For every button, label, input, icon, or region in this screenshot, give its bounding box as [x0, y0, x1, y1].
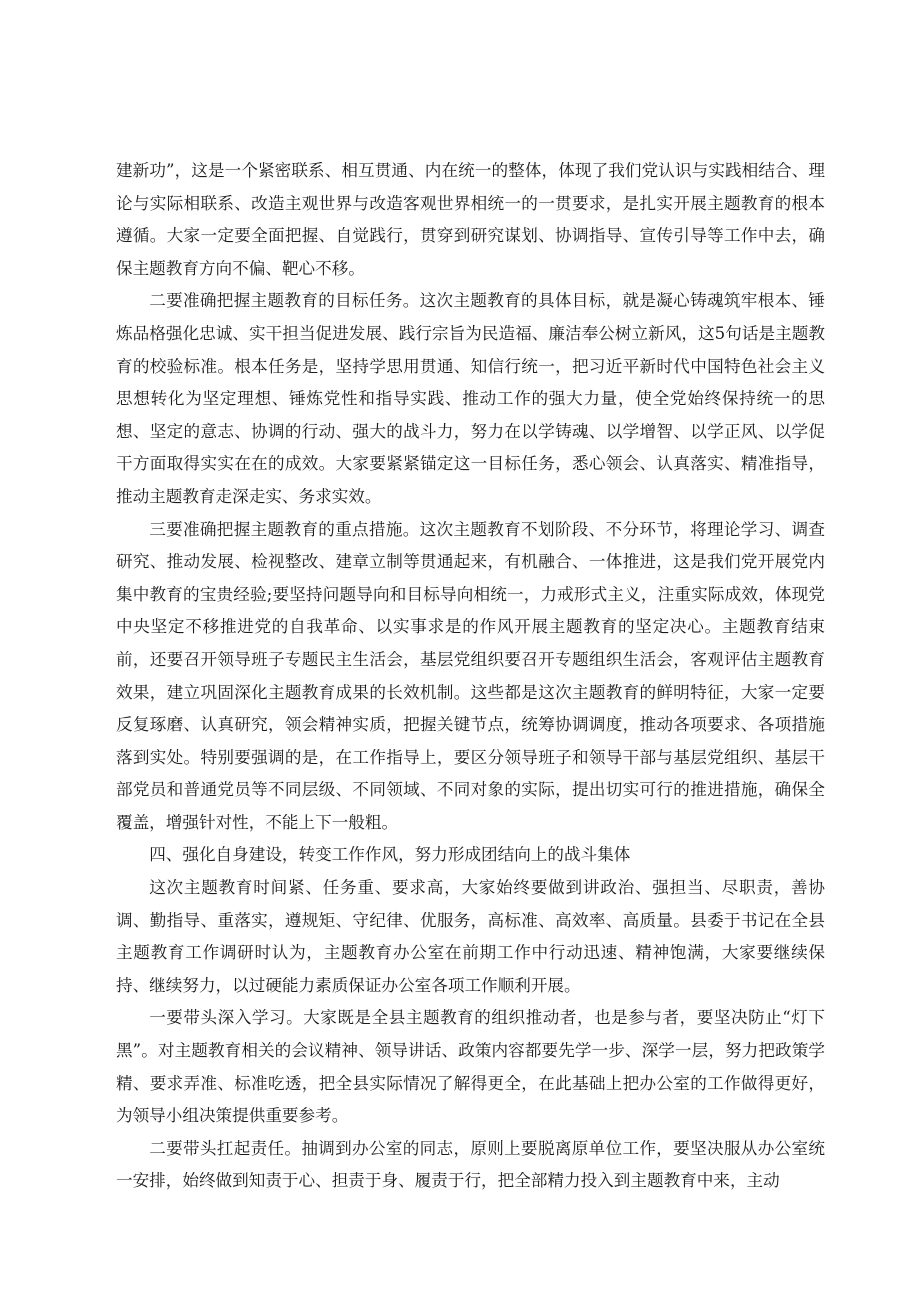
paragraph-5: 这次主题教育时间紧、任务重、要求高，大家始终要做到讲政治、强担当、尽职责，善协调、勤指导、重落实，遵规矩、守纪律、优服务，高标准、高效率、高质量。县委于书记在全县主题教育工作调研时认为，主题教育办公室在前期工作中行动迅速、精神饱满，大家要继续保持、继续努力，以过硬能力素质保证办公室各项工作顺利开展。 — [116, 878, 825, 995]
section-heading-4: 四、强化自身建设，转变工作作风，努力形成团结向上的战斗集体 — [149, 845, 631, 865]
document-body — [116, 155, 825, 1198]
paragraph-6: 一要带头深入学习。大家既是全县主题教育的组织推动者，也是参与者，要坚决防止“灯下黑”。对主题教育相关的会议精神、领导讲话、政策内容都要先学一步、深学一层，努力把政策学精、要求弄准、标准吃透，把全县实际情况了解得更全，在此基础上把办公室的工作做得更好，为领导小组决策提供重要参考。 — [116, 1008, 825, 1126]
paragraph-1: 建新功”，这是一个紧密联系、相互贯通、内在统一的整体，体现了我们党认识与实践相结合、理论与实际相联系、改造主观世界与改造客观世界相统一的一贯要求，是扎实开展主题教育的根本遵循。大家一定要全面把握、自觉践行，贯穿到研究谋划、协调指导、宣传引导等工作中去，确保主题教育方向不偏、靶心不移。 — [116, 161, 825, 278]
paragraph-3: 三要准确把握主题教育的重点措施。这次主题教育不划阶段、不分环节，将理论学习、调查研究、推动发展、检视整改、建章立制等贯通起来，有机融合、一体推进，这是我们党开展党内集中教育的宝贵经验;要坚持问题导向和目标导向相统一，力戒形式主义，注重实际成效，体现党中央坚定不移推进党的自我革命、以实事求是的作风开展主题教育的坚定决心。主题教育结束前，还要召开领导班子专题民主生活会，基层党组织要召开专题组织生活会，客观评估主题教育效果，建立巩固深化主题教育成果的长效机制。这些都是这次主题教育的鲜明特征，大家一定要反复琢磨、认真研究，领会精神实质，把握关键节点，统筹协调调度，推动各项要求、各项措施落到实处。特别要强调的是，在工作指导上，要区分领导班子和领导干部与基层党组织、基层干部党员和普通党员等不同层级、不同领域、不同对象的实际，提出切实可行的推进措施，确保全覆盖，增强针对性，不能上下一般粗。 — [116, 519, 825, 832]
paragraph-7: 二要带头扛起责任。抽调到办公室的同志，原则上要脱离原单位工作，要坚决服从办公室统一安排，始终做到知责于心、担责于身、履责于行，把全部精力投入到主题教育中来，主动 — [116, 1138, 825, 1191]
paragraph-2: 二要准确把握主题教育的目标任务。这次主题教育的具体目标，就是凝心铸魂筑牢根本、锤炼品格强化忠诚、实干担当促进发展、践行宗旨为民造福、廉洁奉公树立新风，这5句话是主题教育的校验标准。根本任务是，坚持学思用贯通、知信行统一，把习近平新时代中国特色社会主义思想转化为坚定理想、锤炼党性和指导实践、推动工作的强大力量，使全党始终保持统一的思想、坚定的意志、协调的行动、强大的战斗力，努力在以学铸魂、以学增智、以学正风、以学促干方面取得实实在在的成效。大家要紧紧锚定这一目标任务，悉心领会、认真落实、精准指导，推动主题教育走深走实、务求实效。 — [116, 291, 825, 506]
